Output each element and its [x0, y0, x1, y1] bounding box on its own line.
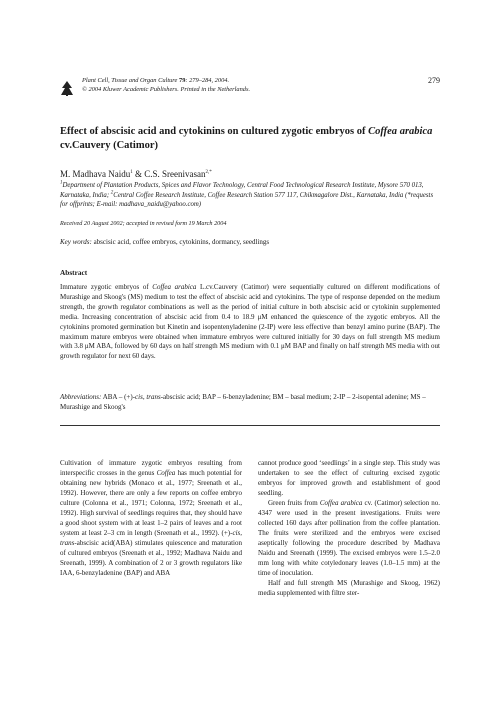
journal-name: Plant Cell, Tissue and Organ Culture	[82, 77, 179, 84]
abstract-text: Immature zygotic embryos of Coffea arabica L.cv.Cauvery (Catimor) were sequentially cultured on different modifications of Murashige and Skoog's (MS) medium to test the effect of abscisic acid and cytokinins. The type of response depended on the medium strength, the growth regulator combinations as well as the period of initial culture in both abscisic acid or cytokinin supplemented media. Increasing concentration of abscisic acid from 0.4 to 18.9 μM enhanced the quiescence of the zygotic embryos. All the cytokinins promoted germination but Kinetin and isopentenyladenine (2-IP) were less effective than benzyl amino purine (BAP). The maximum mature embryos were obtained when immature embryos were cultured initially for 30 days on full strength MS medium with 3.8 μM ABA, followed by 60 days on half strength MS medium with 0.1 μM BAP and finally on half strength MS media with out growth regulator for next 60 days.	[60, 283, 440, 361]
body-column-left	[60, 458, 242, 578]
abbreviations: Abbreviations: ABA – (+)-cis, trans-abscisic acid; BAP – 6-benzyladenine; BM – basal medium; 2-IP – 2-isopental adenine; MS – Murashige and Skoog's	[60, 393, 426, 411]
journal-pages: : 279–284, 2004.	[185, 77, 230, 84]
copyright-line: © 2004 Kluwer Academic Publishers. Printed in the Netherlands.	[82, 86, 251, 93]
body-column-right	[258, 458, 440, 598]
journal-citation	[82, 76, 250, 94]
article-title: Effect of abscisic acid and cytokinins on cultured zygotic embryos of Coffea arabica cv.Cauvery (Catimor)	[60, 126, 433, 151]
publisher-logo-icon	[60, 80, 74, 96]
paragraph: Cultivation of immature zygotic embryos resulting from interspecific crosses in the genus Coffea has much potential for obtaining new hybrids (Monaco et al., 1977; Sreenath et al., 1992). However, there are only a few reports on coffee embryo culture (Colonna et al., 1971; Colonna, 1972; Sreenath et al., 1992). High survival of seedlings requires that, they should have a good shoot system with at least 1–2 pairs of leaves and a root system at least 2–3 cm in length (Sreenath et al., 1992). (+)-cis, trans-abscisic acid(ABA) stimulates quiescence and maturation of cultured embryos (Sreenath et al., 1992; Madhava Naidu and Sreenath, 1999). A combination of 2 or 3 growth regulators like IAA, 6-benzyladenine (BAP) and ABA	[60, 459, 242, 577]
author-name: C.S. Sreenivasan	[144, 169, 206, 179]
author-name: M. Madhava Naidu	[60, 169, 131, 179]
affiliations: $^1$Department of Plantation Products, Spices and Flavor Technology, Central Food Technological Research Institute, Mysore 570 013, Karnataka, India; $^2$Central Coffee Research Institute, Coffee Research Station 577 117, Chikmagalore Dist., Karnataka, India (*requests for offprints; E-mail: madhava_naidu@yahoo.com)	[60, 180, 434, 209]
paragraph: Half and full strength MS (Murashige and Skoog, 1962) media supplemented with filtre ster-	[258, 579, 440, 597]
abstract-heading: Abstract	[60, 268, 88, 277]
paragraph: cannot produce good ‘seedlings’ in a single step. This study was undertaken to see the effect of culturing excised zygotic embryos for improved growth and establishment of good seedling.	[258, 459, 440, 497]
paragraph: Green fruits from Coffea arabica cv. (Catimor) selection no. 4347 were used in the present investigations. Fruits were collected 160 days after pollination from the coffee plantation. The fruits were sterilized and the embryos were excised aseptically following the procedure described by Madhava Naidu and Sreenath (1999). The excised embryos were 1.5–2.0 mm long with white cotyledonary leaves (1.0–1.5 mm) at the time of inoculation.	[258, 499, 441, 577]
keywords: Key words: abscisic acid, coffee embryos, cytokinins, dormancy, seedlings	[60, 238, 270, 246]
author-list: M. Madhava Naidu$^1$ & C.S. Sreenivasan$^{2,*}$	[60, 169, 212, 179]
page-number: 279	[428, 76, 440, 85]
page-header	[60, 76, 440, 104]
received-dates: Received 20 August 2002; accepted in revised form 19 March 2004	[60, 220, 227, 227]
journal-volume: 79	[179, 77, 186, 84]
section-divider	[60, 425, 440, 426]
